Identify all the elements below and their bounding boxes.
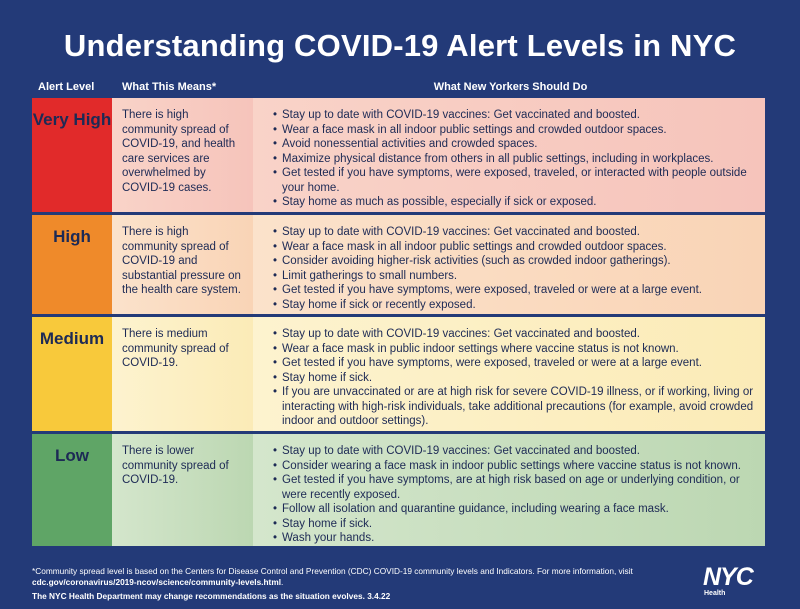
table-row-high: [32, 212, 765, 314]
table-row-medium: [32, 314, 765, 431]
list-item: • Consider avoiding higher-risk activities (such as crowded indoor gatherings).: [273, 254, 755, 269]
logo-text: NYC: [703, 563, 753, 591]
header-what-this-means: What This Means*: [122, 81, 217, 93]
level-label: Very High: [32, 98, 112, 212]
nyc-health-logo: [703, 565, 767, 599]
level-label: Low: [32, 434, 112, 546]
header-what-to-do: What New Yorkers Should Do: [433, 81, 588, 93]
table-header: [32, 76, 765, 98]
list-item: • Consider wearing a face mask in indoor public settings where vaccine status is not known.: [273, 459, 755, 474]
footer-disclaimer: The NYC Health Department may change recommendations as the situation evolves. 3.4.22: [32, 591, 391, 601]
list-item: • Stay up to date with COVID-19 vaccines: Get vaccinated and boosted.: [273, 225, 755, 240]
list-item: • Get tested if you have symptoms, were exposed, traveled or were at a large event.: [273, 356, 755, 371]
table-row-very-high: [32, 98, 765, 212]
level-meaning: There is lower community spread of COVID-19.: [112, 434, 253, 546]
footnote: [32, 566, 642, 587]
level-meaning: There is high community spread of COVID-19 and substantial pressure on the health care system.: [112, 215, 253, 314]
list-item: • Wear a face mask in all indoor public settings and crowded outdoor spaces.: [273, 123, 755, 138]
level-meaning: There is medium community spread of COVID-19.: [112, 317, 253, 431]
list-item: • Get tested if you have symptoms, were exposed, traveled or were at a large event.: [273, 283, 755, 298]
level-actions: [253, 434, 765, 546]
footnote-text: *Community spread level is based on the Centers for Disease Control and Prevention (CDC) COVID-19 community levels and Indicators. For more information, visit: [32, 566, 633, 576]
list-item: • Avoid nonessential activities and crowded spaces.: [273, 137, 755, 152]
list-item: • Stay home if sick.: [273, 371, 755, 386]
level-label: Medium: [32, 317, 112, 431]
cdc-link[interactable]: cdc.gov/coronavirus/2019-ncov/science/community-levels.html: [32, 576, 281, 587]
list-item: • Stay home as much as possible, especially if sick or exposed.: [273, 195, 755, 210]
level-actions: [253, 98, 765, 212]
header-alert-level: Alert Level: [38, 81, 95, 93]
level-actions: [253, 317, 765, 431]
logo-subtext: Health: [704, 590, 726, 597]
list-item: • Follow all isolation and quarantine guidance, including wearing a face mask.: [273, 502, 755, 517]
list-item: • If you are unvaccinated or are at high risk for severe COVID-19 illness, or if working, living or interacting with high-risk individuals, take additional precautions (for example, avoid crowded indoor and outdoor settings).: [273, 385, 755, 429]
list-item: • Wear a face mask in all indoor public settings and crowded outdoor spaces.: [273, 240, 755, 255]
list-item: • Stay home if sick.: [273, 517, 755, 532]
page-title: Understanding COVID-19 Alert Levels in NYC: [63, 28, 737, 63]
table-row-low: [32, 431, 765, 546]
list-item: • Limit gatherings to small numbers.: [273, 269, 755, 284]
list-item: • Stay up to date with COVID-19 vaccines: Get vaccinated and boosted.: [273, 108, 755, 123]
alert-levels-table: [32, 98, 765, 546]
list-item: • Maximize physical distance from others in all public settings, including in workplaces.: [273, 152, 755, 167]
list-item: • Get tested if you have symptoms, are at high risk based on age or underlying condition, or were recently exposed.: [273, 473, 755, 502]
list-item: • Stay up to date with COVID-19 vaccines: Get vaccinated and boosted.: [273, 444, 755, 459]
level-actions: [253, 215, 765, 314]
list-item: • Get tested if you have symptoms, were exposed, traveled, or interacted with people outside your home.: [273, 166, 755, 195]
list-item: • Wear a face mask in public indoor settings where vaccine status is not known.: [273, 342, 755, 357]
list-item: • Stay home if sick or recently exposed.: [273, 298, 755, 313]
list-item: • Wash your hands.: [273, 531, 755, 546]
level-meaning: There is high community spread of COVID-19, and health care services are overwhelmed by COVID-19 cases.: [112, 98, 253, 212]
level-label: High: [32, 215, 112, 314]
list-item: • Stay up to date with COVID-19 vaccines: Get vaccinated and boosted.: [273, 327, 755, 342]
footnote-end: .: [281, 576, 284, 587]
